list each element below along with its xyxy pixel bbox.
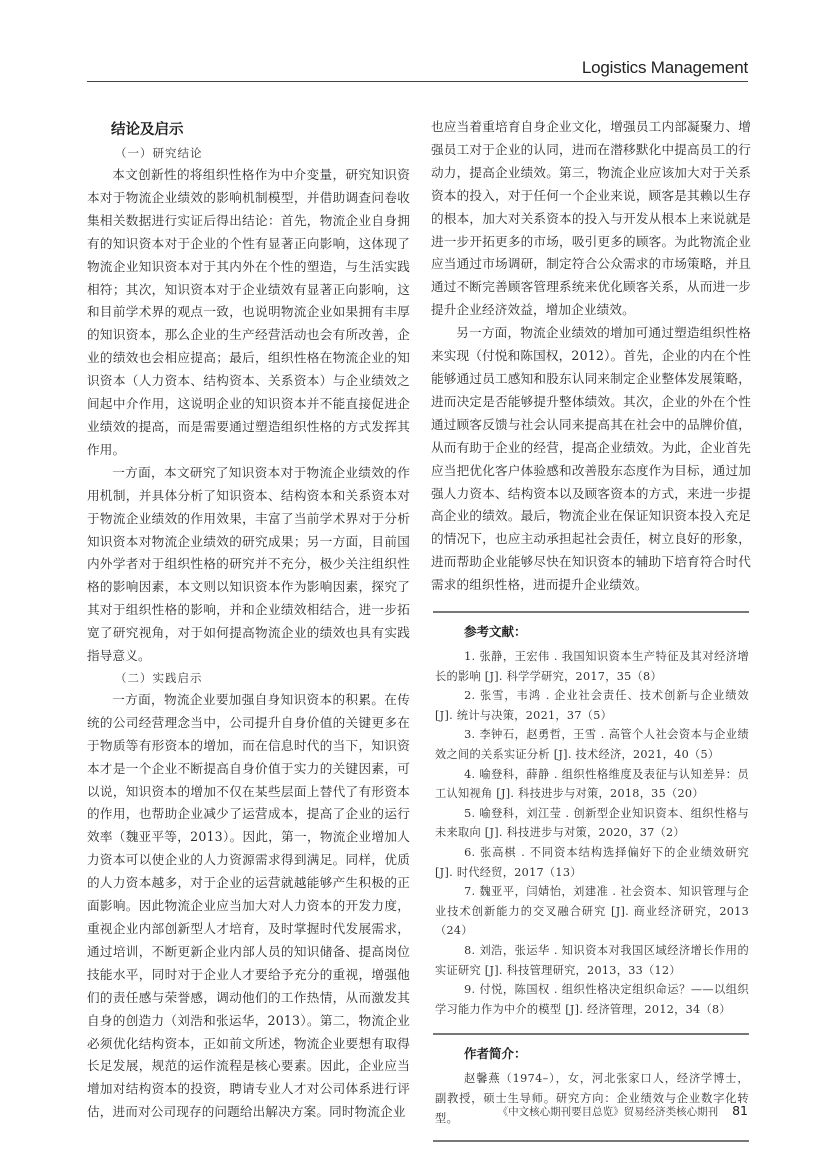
references-top-divider — [433, 611, 749, 613]
subsection-heading-conclusions: （一）研究结论 — [115, 146, 203, 160]
footer-journal-name: 《中文核心期刊要目总览》贸易经济类核心期刊 — [497, 1106, 719, 1118]
page-number: 81 — [732, 1103, 748, 1118]
reference-item: 3. 李钟石，赵勇哲，王雪 . 高管个人社会资本与企业绩效之间的关系实证分析 [J]. 技术经济，2021，40（5） — [435, 728, 749, 761]
reference-item: 4. 喻登科，薛静 . 组织性格维度及表征与认知差异：员工认知视角 [J]. 科技进步与对策，2018，35（20） — [435, 767, 749, 801]
reference-item: 5. 喻登科，刘江莹 . 创新型企业知识资本、组织性格与未来取向 [J]. 科技进步与对策，2020，37（2） — [435, 806, 749, 840]
paragraph-implications-continued: 也应当着重培育自身企业文化，增强员工内部凝聚力、增强员工对于企业的认同，进而在潜移默化中提高员工的行动力，提高企业绩效。第三，物流企业应该加大对于关系资本的投入，对于任何一个企业来说，顾客是其赖以生存的根本，加大对关系资本的投入与开发从根本上来说就是进一步开拓更多的市场，吸引更多的顾客。为此物流企业应当通过市场调研，制定符合公众需求的市场策略，并且通过不断完善顾客管理系统来优化顾客关系，从而进一步提升企业经济效益，增加企业绩效。 — [431, 119, 751, 318]
author-bio-text: 赵馨燕（1974–），女，河北张家口人，经济学博士，副教授，硕士生导师。研究方向：企业绩效与企业数字化转型。 — [435, 1072, 749, 1125]
reference-item: 9. 付悦，陈国权 . 组织性格决定组织命运？——以组织学习能力作为中介的模型 [J]. 经济管理，2012，34（8） — [435, 983, 749, 1016]
page-footer — [498, 1103, 748, 1119]
reference-item: 1. 张静，王宏伟 . 我国知识资本生产特征及其对经济增长的影响 [J]. 科学学研究，2017，35（8） — [435, 650, 749, 683]
reference-item: 8. 刘浩，张运华 . 知识资本对我国区域经济增长作用的实证研究 [J]. 科技管理研究，2013，33（12） — [435, 943, 749, 977]
left-column — [87, 116, 410, 1124]
references-title: 参考文献： — [464, 624, 527, 640]
running-header: Logistics Management — [581, 58, 748, 77]
paragraph-implications-1: 一方面，物流企业要加强自身知识资本的积累。在传统的公司经营理念当中，公司提升自身价值的关键更多在于物质等有形资本的增加，而在信息时代的当下，知识资本才是一个企业不断提高自身价值于实力的关键因素，可以说，知识资本的增加不仅在某些层面上替代了有形资本的作用，也帮助企业减少了运营成本，提高了企业的运行效率（魏亚平等，2013）。因此，第一，物流企业增加人力资本可以使企业的人力资源需求得到满足。同样，优质的人力资本越多，对于企业的运营就越能够产生积极的正面影响。因此物流企业应当加大对人力资本的开发力度，重视企业内部创新型人才培育，及时掌握时代发展需求，通过培训，不断更新企业内部人员的知识储备、提高岗位技能水平，同时对于企业人才要给予充分的重视，增强他们的责任感与荣誉感，调动他们的工作热情，从而激发其自身的创造力（刘浩和张运华，2013）。第二，物流企业必须优化结构资本，正如前文所述，物流企业要想有取得长足发展，规范的运作流程是核心要素。因此，企业应当增加对结构资本的投资，聘请专业人才对公司体系进行评估，进而对公司现存的问题给出解决方案。同时物流企业 — [87, 691, 410, 1120]
author-bio-title: 作者简介： — [464, 1046, 527, 1062]
paragraph-implications-2: 另一方面，物流企业绩效的增加可通过塑造组织性格来实现（付悦和陈国权，2012）。首先，企业的内在个性能够通过员工感知和股东认同来制定企业整体发展策略，进而决定是否能够提升整体绩效。其次，企业的外在个性通过顾客反馈与社会认同来提高其在社会中的品牌价值，从而有助于企业的经营，提高企业绩效。为此，企业首先应当把优化客户体验感和改善股东态度作为目标，通过加强人力资本、结构资本以及顾客资本的方式，来进一步提高企业的绩效。最后，物流企业在保证知识资本投入充足的情况下，也应主动承担起社会责任，树立良好的形象，进而帮助企业能够尽快在知识资本的辅助下培育符合时代需求的组织性格，进而提升企业绩效。 — [431, 325, 751, 593]
author-bio-top-divider — [433, 1033, 749, 1035]
paragraph-contributions: 一方面，本文研究了知识资本对于物流企业绩效的作用机制，并具体分析了知识资本、结构资本和关系资本对于物流企业绩效的作用效果，丰富了当前学术界对于分析知识资本对物流企业绩效的研究成果；另一方面，目前国内外学者对于组织性格的研究并不充分，极少关注组织性格的影响因素，本文则以知识资本作为影响因素，探究了其对于组织性格的影响，并和企业绩效相结合，进一步拓宽了研究视角，对于如何提高物流企业的绩效也具有实践指导意义。 — [87, 464, 410, 664]
section-title: 结论及启示 — [111, 122, 184, 138]
subsection-heading-implications: （二）实践启示 — [115, 670, 203, 685]
paragraph-conclusions: 本文创新性的将组织性格作为中介变量，研究知识资本对于物流企业绩效的影响机制模型，并借助调查问卷收集相关数据进行实证后得出结论：首先，物流企业自身拥有的知识资本对于企业的个性有显著正向影响，这体现了物流企业知识资本对于其内外在个性的塑造，与生活实践相符；其次，知识资本对于企业绩效有显著正向影响，这和目前学术界的观点一致，也说明物流企业如果拥有丰厚的知识资本，那么企业的生产经营活动也会有所改善，企业的绩效也会相应提高；最后，组织性格在物流企业的知识资本（人力资本、结构资本、关系资本）与企业绩效之间起中介作用，这说明企业的知识资本并不能直接促进企业绩效的提高，而是需要通过塑造组织性格的方式发挥其作用。 — [87, 167, 410, 457]
header-divider — [87, 81, 748, 82]
reference-item: 2. 张雪，韦鸿 . 企业社会责任、技术创新与企业绩效 [J]. 统计与决策，2021，37（5） — [435, 689, 749, 722]
author-bio-bottom-divider — [433, 1140, 749, 1142]
references-section — [431, 623, 751, 1019]
reference-item: 7. 魏亚平，闫婧怡，刘建准 . 社会资本、知识管理与企业技术创新能力的交叉融合研究 [J]. 商业经济研究，2013（24） — [435, 885, 749, 938]
right-column — [431, 116, 751, 1142]
reference-item: 6. 张高棋 . 不同资本结构选择偏好下的企业绩效研究 [J]. 时代经贸，2017（13） — [435, 845, 749, 879]
